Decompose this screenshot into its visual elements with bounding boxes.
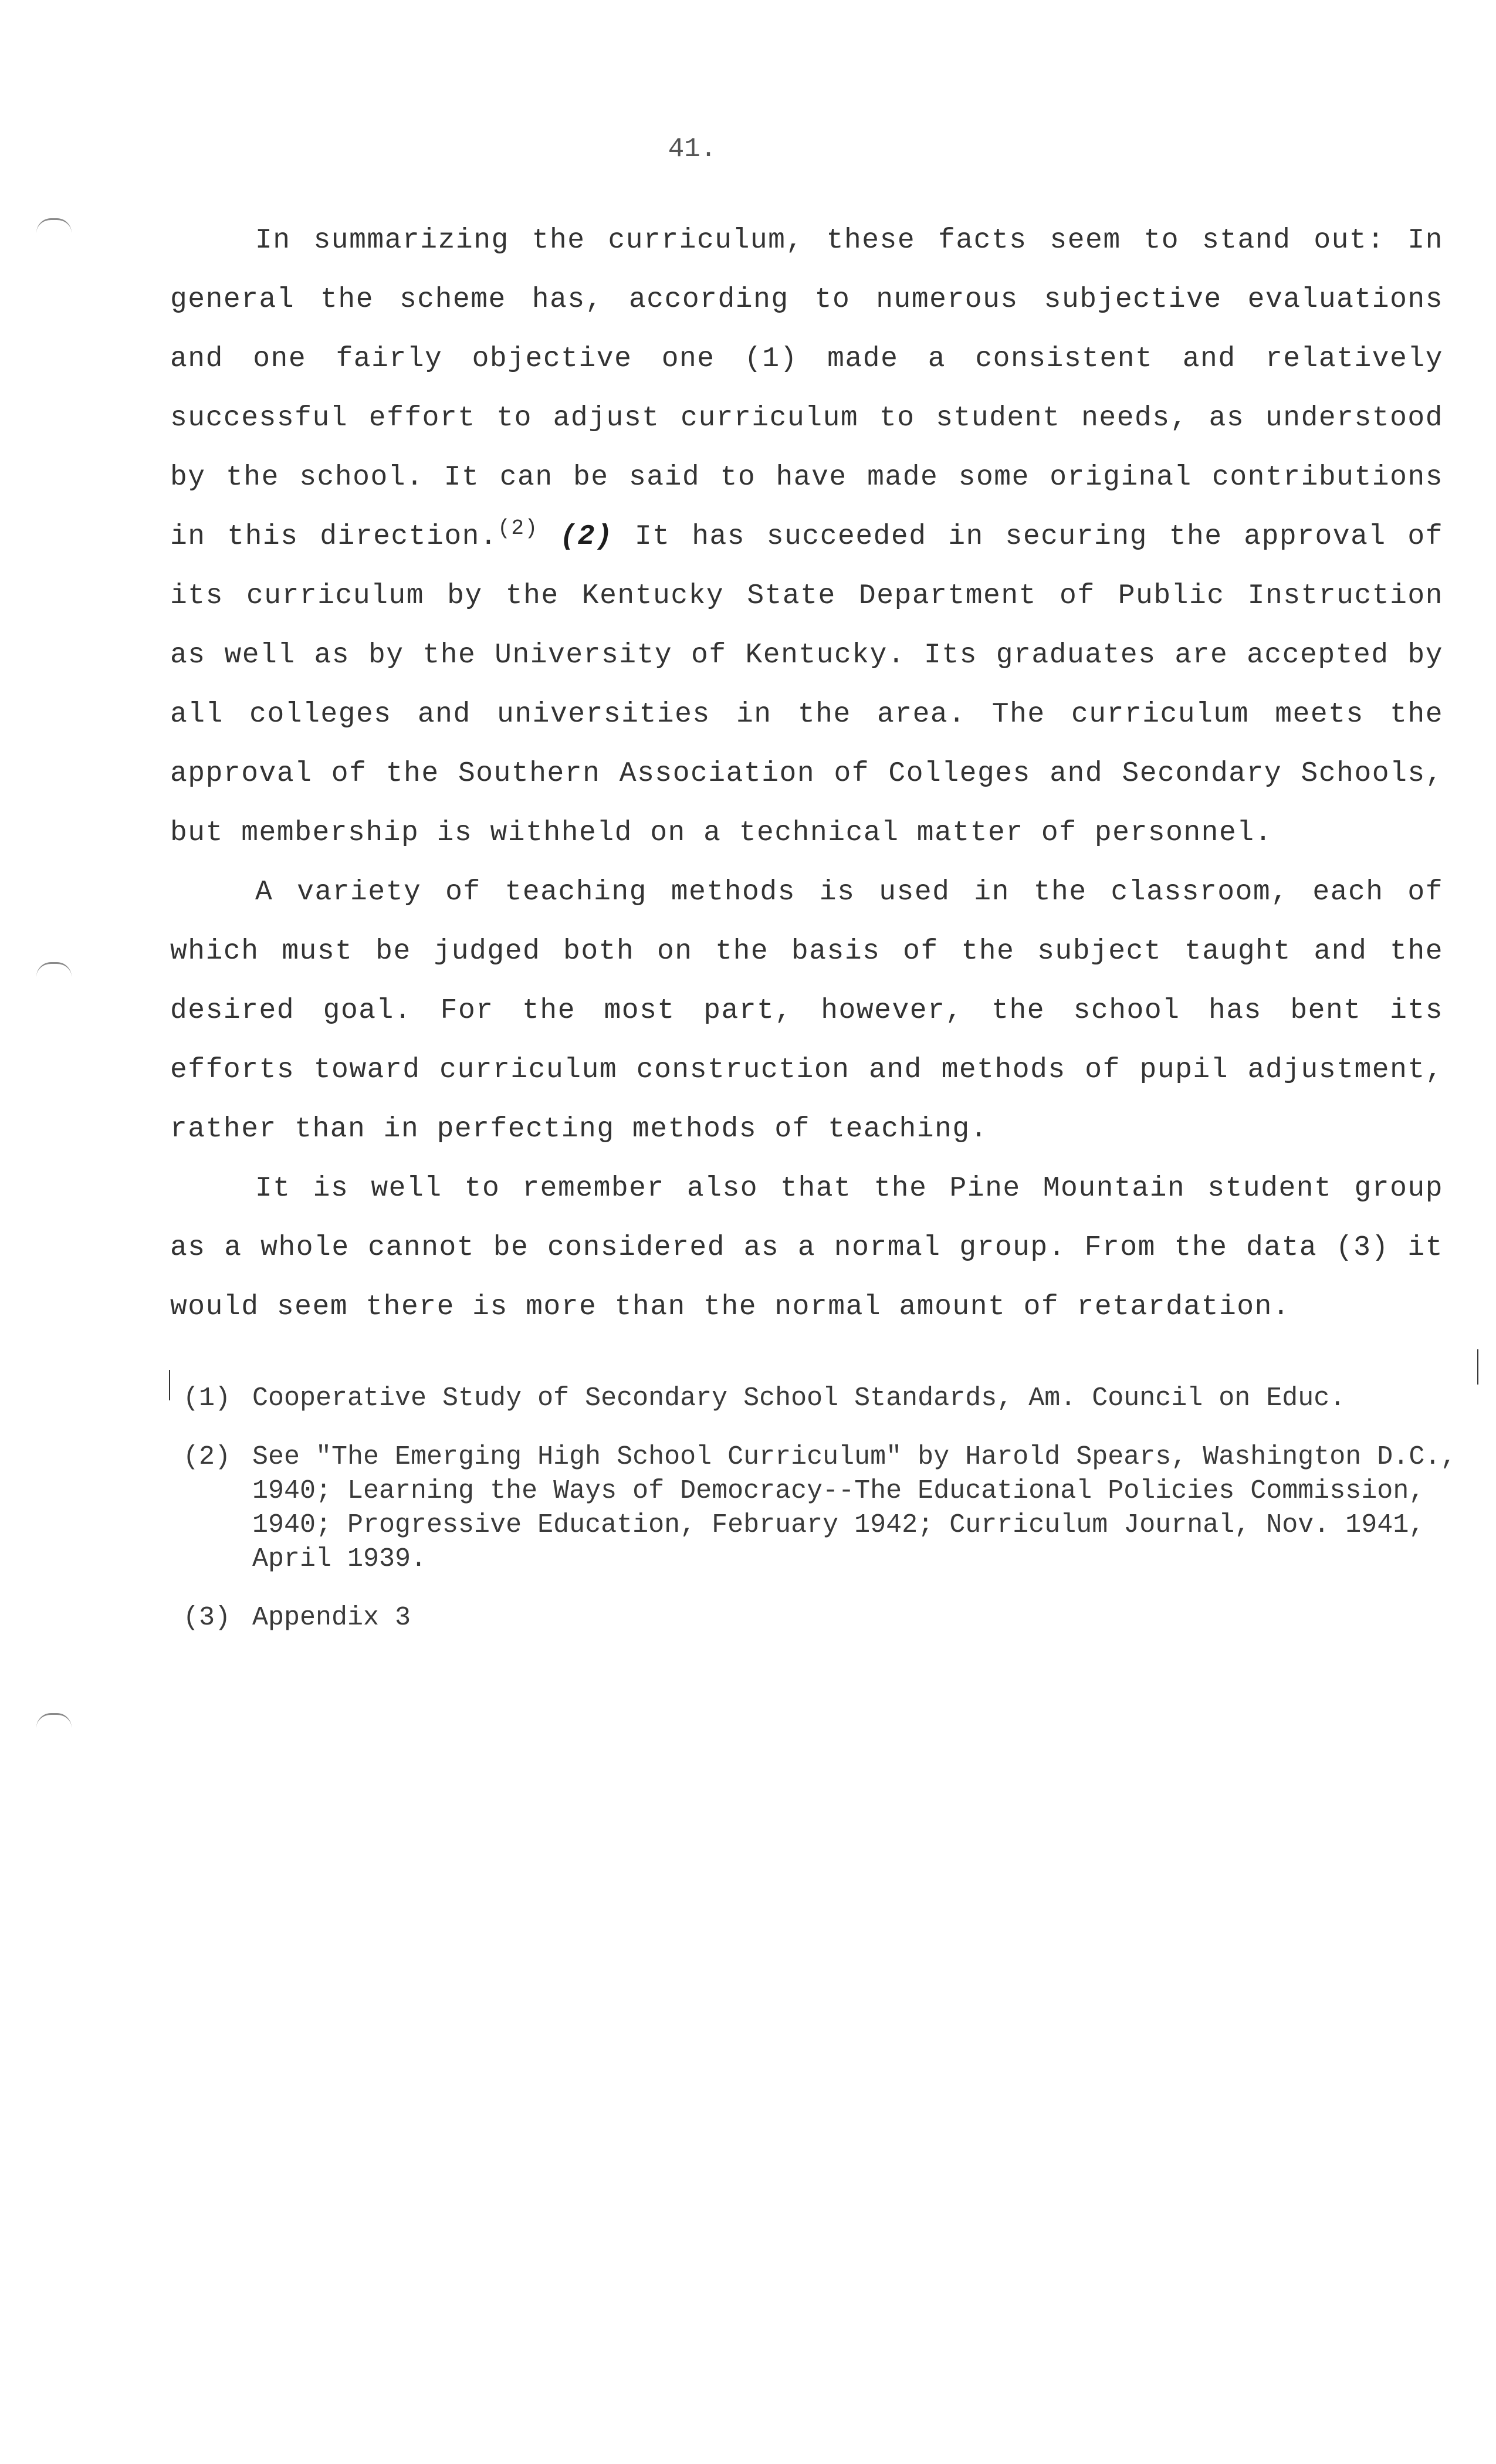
footnote-text: Cooperative Study of Secondary School Standards, Am. Council on Educ. [252, 1383, 1346, 1413]
footnotes [183, 1382, 1474, 1660]
space [539, 521, 560, 553]
paragraph-1-part-2: It has succeeded in securing the approval of its curriculum by the Kentucky State Department of Public Instruction as well as by the University of Kentucky. Its graduates are accepted by all colleges and universities in the area. The curriculum meets the approval of the Southern Association of Colleges and Secondary Schools, but membership is withheld on a technical matter of personnel. [170, 521, 1444, 849]
footnote-text: Appendix 3 [252, 1603, 411, 1633]
page-number: 41. [668, 134, 717, 164]
pencil-tick-mark [169, 1370, 170, 1400]
punch-hole-mark [36, 1713, 72, 1728]
paragraph-1 [170, 211, 1443, 863]
paragraph-3: It is well to remember also that the Pine Mountain student group as a whole cannot be considered as a normal group. From the data (3) it would seem there is more than the normal amount of retardation. [170, 1173, 1443, 1323]
footnote-text: See "The Emerging High School Curriculum" by Harold Spears, Washington D.C., 1940; Learning the Ways of Democracy--The Educational Policies Commission, 1940; Progressive Education, February 1942; Curriculum Journal, Nov. 1941, April 1939. [252, 1442, 1457, 1574]
footnote-2 [183, 1440, 1474, 1576]
punch-hole-mark [36, 962, 72, 977]
footnote-3 [183, 1601, 1474, 1635]
footnote-number: (2) [183, 1442, 231, 1472]
punch-hole-mark [36, 218, 72, 233]
footnote-1 [183, 1382, 1474, 1416]
paragraph-2: A variety of teaching methods is used in the classroom, each of which must be judged both on the basis of the subject taught and the desired goal. For the most part, however, the school has bent its efforts toward curriculum construction and methods of pupil adjustment, rather than in perfecting methods of teaching. [170, 876, 1443, 1145]
pencil-tick-mark [1477, 1349, 1478, 1385]
footnote-number: (3) [183, 1603, 231, 1633]
footnote-ref-2: (2) [497, 516, 539, 540]
body-text [170, 211, 1443, 1337]
handwritten-footnote-mark: (2) [560, 521, 614, 553]
paragraph-1-part-1: In summarizing the curriculum, these facts seem to stand out: In general the scheme has, according to numerous subjective evaluations and one fairly objective one (1) made a consistent and relatively successful effort to adjust curriculum to student needs, as understood by the school. It can be said to have made some original contributions in this direction. [170, 225, 1443, 553]
footnote-number: (1) [183, 1383, 231, 1413]
